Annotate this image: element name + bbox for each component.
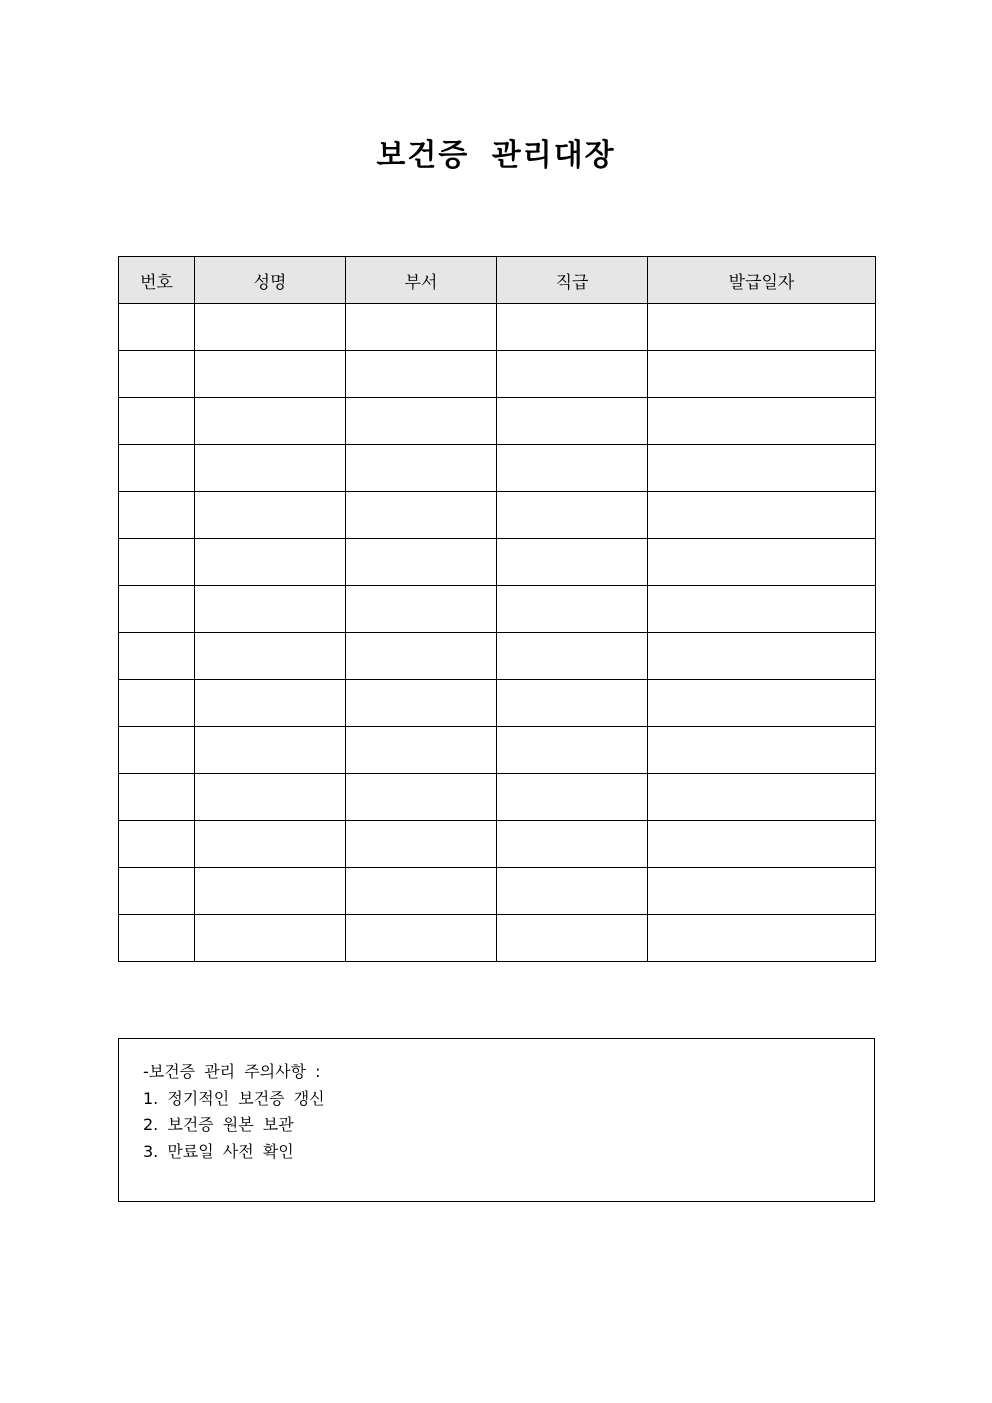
cell-issue-date (648, 821, 876, 868)
cell-department (346, 445, 497, 492)
cell-issue-date (648, 586, 876, 633)
table-row (119, 351, 876, 398)
header-number: 번호 (119, 257, 195, 304)
notes-heading: -보건증 관리 주의사항 : (143, 1062, 321, 1081)
page-title: 보건증 관리대장 (376, 138, 616, 173)
cell-position (497, 680, 648, 727)
cell-position (497, 727, 648, 774)
cell-number (119, 539, 195, 586)
table-row (119, 868, 876, 915)
cell-position (497, 351, 648, 398)
cell-position (497, 304, 648, 351)
note-item: 1. 정기적인 보건증 갱신 (143, 1088, 325, 1108)
cell-name (195, 398, 346, 445)
header-name: 성명 (195, 257, 346, 304)
cell-number (119, 727, 195, 774)
cell-position (497, 398, 648, 445)
cell-name (195, 868, 346, 915)
cell-position (497, 492, 648, 539)
notes-content (143, 1059, 325, 1165)
cell-department (346, 915, 497, 962)
cell-position (497, 774, 648, 821)
cell-department (346, 351, 497, 398)
table-row (119, 586, 876, 633)
cell-name (195, 492, 346, 539)
table-row (119, 304, 876, 351)
table-body (119, 304, 876, 962)
cell-department (346, 727, 497, 774)
cell-position (497, 445, 648, 492)
table-header-row (119, 257, 876, 304)
cell-issue-date (648, 774, 876, 821)
cell-position (497, 633, 648, 680)
cell-department (346, 680, 497, 727)
cell-number (119, 398, 195, 445)
table-row (119, 398, 876, 445)
cell-position (497, 821, 648, 868)
header-department: 부서 (346, 257, 497, 304)
table-row (119, 680, 876, 727)
note-item: 2. 보건증 원본 보관 (143, 1115, 294, 1134)
cell-issue-date (648, 868, 876, 915)
table-row (119, 445, 876, 492)
notes-box (118, 1038, 875, 1202)
cell-department (346, 304, 497, 351)
cell-number (119, 304, 195, 351)
table-row (119, 915, 876, 962)
cell-name (195, 445, 346, 492)
cell-department (346, 868, 497, 915)
table-row (119, 539, 876, 586)
table-row (119, 727, 876, 774)
cell-name (195, 915, 346, 962)
cell-name (195, 304, 346, 351)
cell-number (119, 586, 195, 633)
cell-issue-date (648, 398, 876, 445)
cell-issue-date (648, 680, 876, 727)
cell-issue-date (648, 492, 876, 539)
cell-position (497, 539, 648, 586)
cell-number (119, 868, 195, 915)
cell-issue-date (648, 727, 876, 774)
cell-department (346, 398, 497, 445)
cell-department (346, 539, 497, 586)
table-row (119, 774, 876, 821)
header-position: 직급 (497, 257, 648, 304)
cell-department (346, 633, 497, 680)
cell-number (119, 492, 195, 539)
cell-position (497, 915, 648, 962)
table-row (119, 633, 876, 680)
cell-issue-date (648, 351, 876, 398)
header-issue-date: 발급일자 (648, 257, 876, 304)
cell-name (195, 821, 346, 868)
cell-department (346, 586, 497, 633)
cell-issue-date (648, 633, 876, 680)
table-row (119, 492, 876, 539)
cell-name (195, 586, 346, 633)
cell-name (195, 351, 346, 398)
table-row (119, 821, 876, 868)
cell-number (119, 680, 195, 727)
cell-number (119, 351, 195, 398)
cell-number (119, 915, 195, 962)
cell-number (119, 821, 195, 868)
note-item: 3. 만료일 사전 확인 (143, 1141, 294, 1161)
cell-issue-date (648, 445, 876, 492)
cell-number (119, 774, 195, 821)
cell-position (497, 868, 648, 915)
cell-name (195, 633, 346, 680)
cell-name (195, 680, 346, 727)
cell-issue-date (648, 915, 876, 962)
cell-name (195, 539, 346, 586)
cell-number (119, 633, 195, 680)
cell-department (346, 774, 497, 821)
cell-issue-date (648, 539, 876, 586)
cell-number (119, 445, 195, 492)
cell-issue-date (648, 304, 876, 351)
cell-name (195, 774, 346, 821)
cell-department (346, 492, 497, 539)
cell-position (497, 586, 648, 633)
cell-department (346, 821, 497, 868)
health-certificate-table (118, 256, 876, 962)
cell-name (195, 727, 346, 774)
